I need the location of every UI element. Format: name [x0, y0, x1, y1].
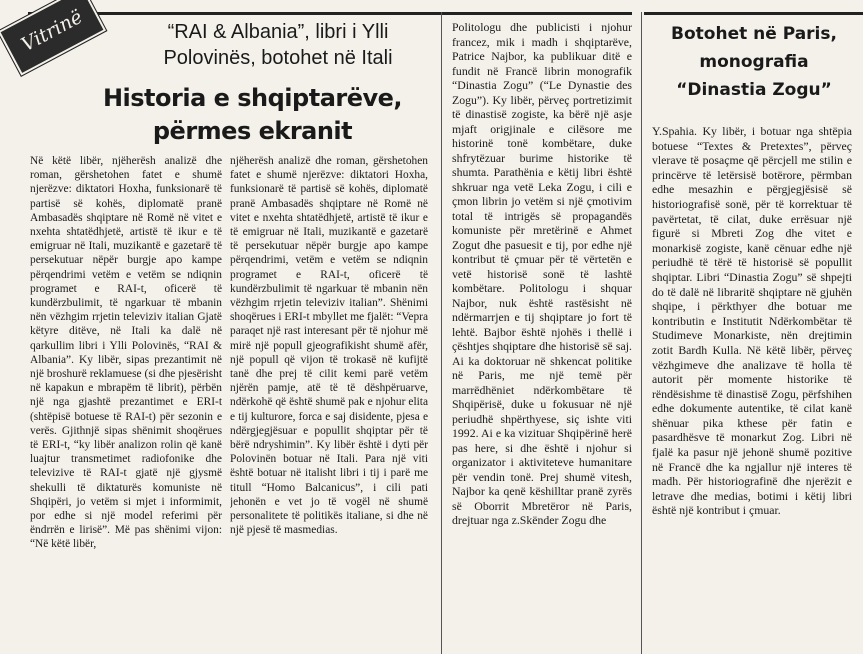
middle-column	[452, 20, 632, 654]
article-column-1	[30, 154, 222, 654]
column-text: njëherësh analizë dhe roman, gërshetohen fatet e shumë njerëzve: diktatori Hoxha, funksionarë të partisë së kohës, diplomatë pranë Ambasadës shqiptare në Romë në vitet e nxehta shtatëdhjetë, artistë të ikur e të emigruar në Itali, muzikantë e gazetarë të persekutuar nëpër burgje apo kampe përqendrimi, vetëm e vetëm se ndiqnin programet e RAI-t, oficerë të kundërzbulimit të ngarkuar të mbanin nën vëzhgim rrjetin televiziv italian”. Shënimi shoqërues i ERI-t mbyllet me fjalët: “Vepra paraqet një rast interesant për të njohur më mirë një popull gjeografikisht shumë afër, një popull që vijon të trokasë në kufijtë tanë dhe prej të cilit kemi parë vetëm njërën pamje, atë të të dëshpëruarve, ndërkohë që është shumë pak e njohur elita e tij kulturore, forca e saj disidente, pjesa e ndërgjegjësuar e popullit shqiptar për të bërë ndryshimin”. Ky libër është i dyti për Polovinën botuar në Itali. Para një viti është botuar në italisht libri i tij i parë me titull “Homo Balcanicus”, i cili pati jehonën e vet jo të vogël në shumë personalitete të politikës italiane, si dhe në një pjesë të masmedias.	[230, 155, 428, 537]
article-headline: Historia e shqiptarëve, përmes ekranit	[102, 84, 403, 145]
right-column	[652, 124, 852, 654]
column-divider	[641, 12, 642, 654]
column-text: Politologu dhe publicisti i njohur francez, mik i madh i shqiptarëve, Patrice Najbor, ka publikuar ditë e fundit në Francë librin monografik “Dinastia Zogu” (“Le Dynastie des Zogu”). Ky libër, përveç portretizimit të dinastisë zogiste, ka bërë një asje mjaft origjinale e cilësore me historinë tonë kombëtare, duke shfrytëzuar burime historike të shumta. Parathënia e këtij libri është shkruar nga vetë Leka Zogu, i cili e çmon librin jo vetëm si një çmotivim total të intrigës së propagandës komuniste për mretërinë e Ahmet Zogut dhe pasuesit e tij, por edhe një kontribut të çmuar për të vërtetën e vetë historisë sonë të lashtë kombëtare. Politologu i shquar Najbor, nuk është rastësisht në ndërmarrjen e tij shqiptare jo fort të lehtë. Bajbor është njohës i thellë i çështjes shqiptare dhe historisë së saj. Ai ka doktoruar në shkencat politike në Paris, me një temë për marrëdhëniet ndërkombëtare të Shqipërisë, duke u fokusuar në një periudhë shpërthyese, siç ishte viti 1992. Ai e ka vizituar Shqipërinë herë pas here, si dhe është i njohur si organizator i aktiviteteve humanitare për vendin tonë. Prej shumë vitesh, Najbor ka qenë këshilltar pranë zyrës së Oborrit Mbretëror në Paris, drejtuar nga z.Skënder Zogu dhe	[452, 20, 632, 527]
top-rule-right	[644, 12, 863, 15]
article-kicker: “RAI & Albania”, libri i Ylli Polovinës, botohet në Itali	[163, 21, 393, 69]
top-rule	[28, 12, 632, 15]
column-text: Në këtë libër, njëherësh analizë dhe roman, gërshetohen fatet e shumë njerëzve: diktatori Hoxha, funksionarë të partisë së kohës, diplomatë pranë Ambasadës shqiptare në Romë në vitet e nxehta shtatëdhjetë, artistë të ikur e të emigruar në Itali, muzikantë e gazetarë të persekutuar nëpër burgje apo kampe përqendrimi vetëm e vetëm se ndiqnin programet e RAI-t, oficerë të kundërzbulimit, të ngarkuar të mbanin nën vëzhgim rrjetin televiziv italian Gjatë këtyre ditëve, në Itali ka dalë në qarkullim libri i Ylli Polovinës, “RAI & Albania”. Ky libër, sipas prezantimit në një broshurë reklamuese (si dhe pjesërisht në kapakun e mbrapëm të librit), përbën një nga gjashtë prezantimet e ERI-t (shtëpisë botuese të RAI-t) për sezonin e verës. Gjithnjë sipas shënimit shoqërues të ERI-t, “ky libër analizon rolin që kanë luajtur transmetimet radiofonike dhe televizive të RAI-t gjatë një gjysmë shekulli të diktaturës komuniste në Shqipëri, jo vetëm si mjet i informimit, por edhe si një model referimi për ëndrrën e lirisë”. Më pas shënimi vijon: “Në këtë libër,	[30, 155, 222, 551]
column-divider	[441, 12, 442, 654]
right-headline: Botohet në Paris, monografia “Dinastia Zogu”	[671, 24, 837, 100]
article-column-2	[230, 154, 428, 654]
section-badge: Vitrinë	[0, 0, 106, 76]
column-text: Y.Spahia. Ky libër, i botuar nga shtëpia botuese “Textes & Pretextes”, përveç vlerave të posaçme që përcjell me stilin e princërve të letërsisë botërore, përmban edhe mesazhin e përgjegjësisë së historiografisë sonë, për të korrektuar të pavërtetat, të cilat, duke errësuar një figurë si Mbreti Zog dhe vitet e monarkisë zogiste, kanë cënuar edhe një periudhë të tërë të historisë së popullit shqiptar. Libri “Dinastia Zogu” së shpejti do të dalë në libraritë shqiptare në gjuhën shqipe, i përkthyer dhe botuar me kontributin e Institutit Ndërkombëtar të Studimeve Monarkiste, nën drejtimin zotit Bardh Kulla. Në këtë libër, përveç vëzhgimeve dhe analizave të holla të autorit për momente historike të rëndësishme të dinastisë Zogu, përfshihen edhe dokumente autentike, të cilat kanë shënuar pika kthese për fatin e pasardhësve të monarkut Zog. Libri në fjalë ka pasur një jehonë shumë pozitive në Francë dhe ka ngjallur një interes të madh. Për historiografinë dhe njerëzit e letrave dhe medias, botimi i këtij libri është një kontribut i çmuar.	[652, 124, 852, 518]
